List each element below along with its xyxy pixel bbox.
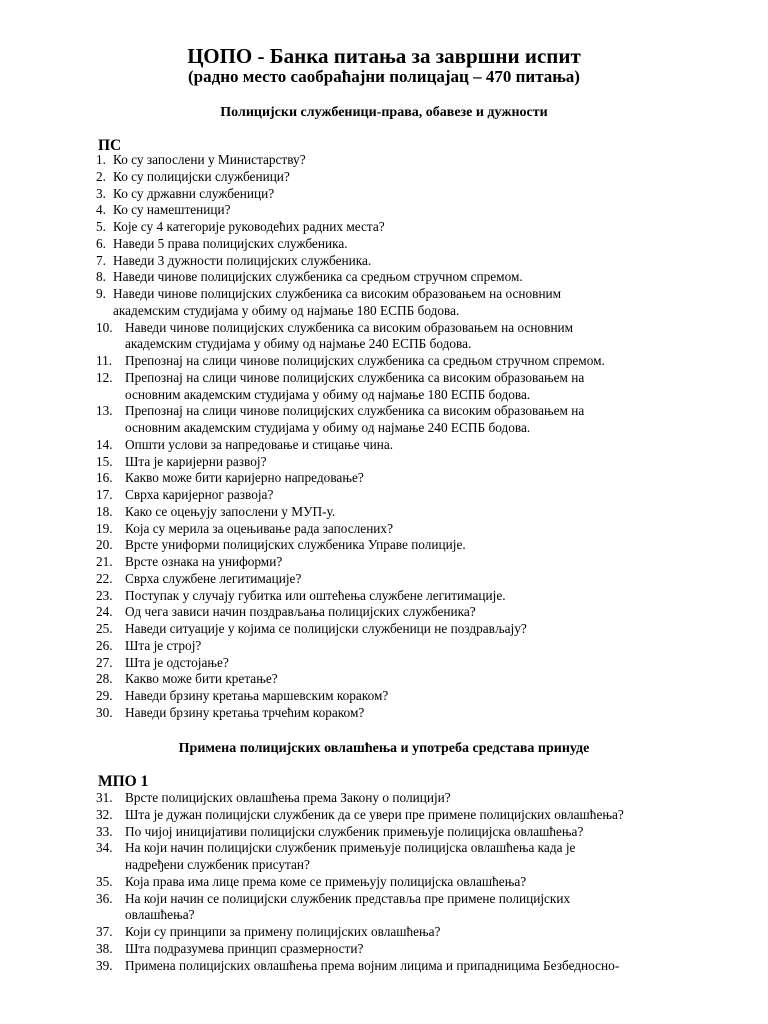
question-text: Наведи брзину кретања трчећим кораком?: [125, 704, 365, 720]
question-number: 4.: [96, 202, 106, 218]
question-item: [0, 790, 768, 807]
question-text: Препознај на слици чинове полицијских службеника са средњом стручном спремом.: [125, 353, 605, 368]
question-item: [0, 824, 768, 841]
question-text: Ко су државни службеници?: [113, 185, 275, 201]
question-item: [0, 941, 768, 958]
question-text: Шта подразумева принцип сразмерности?: [125, 940, 364, 956]
question-text: Врсте ознака на униформи?: [125, 554, 283, 569]
question-text: Врсте полицијских овлашћења према Закону о полицији?: [125, 790, 451, 805]
question-text: Препознај на слици чинове полицијских службеника са високим образовањем на: [125, 403, 585, 419]
question-text: Ко су полицијски службеници?: [113, 168, 290, 184]
question-text: Наведи 5 права полицијских службеника.: [113, 235, 348, 251]
question-item: [0, 253, 768, 270]
question-text: Наведи ситуације у којима се полицијски службеници не поздрављају?: [125, 621, 527, 636]
question-text: Шта је одстојање?: [125, 654, 229, 670]
question-number: 37.: [96, 924, 113, 939]
question-text: Наведи 3 дужности полицијских службеника.: [113, 252, 372, 268]
question-text: овлашћења?: [125, 907, 195, 923]
question-number: 36.: [96, 890, 113, 906]
question-number: 17.: [96, 487, 113, 502]
question-item: [0, 202, 768, 219]
question-item: [0, 152, 768, 169]
question-number: 23.: [96, 587, 113, 603]
question-text: Шта је строј?: [125, 637, 202, 653]
question-number: 30.: [96, 704, 113, 720]
question-number: 27.: [96, 654, 113, 670]
question-text: надређени службеник присутан?: [125, 857, 310, 872]
question-number: 33.: [96, 823, 113, 839]
question-number: 2.: [96, 168, 106, 184]
question-text: Шта је каријерни развој?: [125, 453, 267, 469]
question-item: [0, 537, 768, 554]
question-text: На који начин се полицијски службеник представља пре примене полицијских: [125, 890, 571, 906]
question-item: [0, 958, 768, 975]
question-text: Наведи чинове полицијских службеника са високим образовањем на основним: [125, 319, 574, 335]
question-item: [0, 470, 768, 487]
section-code: МПО 1: [98, 773, 149, 790]
question-item: [0, 169, 768, 186]
question-item: [0, 840, 768, 874]
question-text: академским студијама у обиму од најмање 240 ЕСПБ бодова.: [125, 336, 472, 352]
question-number: 19.: [96, 520, 113, 536]
question-text: Сврха службене легитимације?: [125, 570, 302, 586]
question-number: 1.: [96, 152, 106, 167]
question-item: [0, 504, 768, 521]
question-item: [0, 403, 768, 437]
question-item: [0, 688, 768, 705]
question-list: [0, 790, 768, 974]
question-text: Који су принципи за примену полицијских овлашћења?: [125, 924, 441, 939]
question-number: 7.: [96, 252, 106, 268]
question-item: [0, 370, 768, 404]
question-text: Наведи чинове полицијских службеника са средњом стручном спремом.: [113, 269, 523, 285]
question-item: [0, 588, 768, 605]
question-number: 15.: [96, 453, 113, 469]
question-text: Препознај на слици чинове полицијских службеника са високим образовањем на: [125, 369, 585, 385]
question-item: [0, 487, 768, 504]
question-number: 5.: [96, 219, 106, 234]
question-text: Поступак у случају губитка или оштећења службене легитимације.: [125, 587, 506, 603]
question-text: основним академским студијама у обиму од најмање 180 ЕСПБ бодова.: [125, 386, 531, 402]
question-item: [0, 621, 768, 638]
question-item: [0, 571, 768, 588]
section-heading: Полицијски службеници-права, обавезе и дужности: [220, 105, 548, 120]
question-item: [0, 554, 768, 571]
question-item: [0, 454, 768, 471]
question-text: Врсте униформи полицијских службеника Управе полиције.: [125, 537, 466, 553]
question-number: 16.: [96, 470, 113, 486]
document-title: ЦОПО - Банка питања за завршни испит: [187, 44, 581, 68]
question-number: 10.: [96, 319, 113, 335]
question-item: [0, 219, 768, 236]
question-text: Која права има лице према коме се примењују полицијска овлашћења?: [125, 873, 527, 889]
question-text: Ко су намештеници?: [113, 202, 231, 218]
question-number: 26.: [96, 637, 113, 653]
question-number: 25.: [96, 621, 113, 636]
question-text: Наведи чинове полицијских службеника са високим образовањем на основним: [113, 286, 562, 301]
question-item: [0, 269, 768, 286]
question-number: 8.: [96, 269, 106, 285]
question-number: 9.: [96, 286, 106, 301]
question-text: Примена полицијских овлашћења према војним лицима и припадницима Безбедносно-: [125, 957, 620, 973]
question-text: Наведи брзину кретања маршевским кораком?: [125, 688, 389, 703]
question-item: [0, 655, 768, 672]
question-text: Општи услови за напредовање и стицање чина.: [125, 436, 394, 452]
document-subtitle: (радно место саобраћајни полицајац – 470 питања): [188, 67, 580, 86]
question-item: [0, 874, 768, 891]
question-text: академским студијама у обиму од најмање 180 ЕСПБ бодова.: [113, 302, 460, 318]
question-item: [0, 924, 768, 941]
question-item: [0, 638, 768, 655]
section-code: ПС: [98, 137, 122, 154]
question-item: [0, 353, 768, 370]
question-text: Какво може бити кретање?: [125, 671, 278, 687]
question-item: [0, 891, 768, 925]
section-heading: Примена полицијских овлашћења и употреба средстава принуде: [178, 741, 590, 756]
question-number: 35.: [96, 873, 113, 889]
question-text: Од чега зависи начин поздрављања полицијских службеника?: [125, 604, 476, 620]
question-item: [0, 671, 768, 688]
question-number: 31.: [96, 790, 113, 805]
question-list: [0, 152, 768, 722]
question-number: 34.: [96, 840, 113, 856]
question-number: 18.: [96, 503, 113, 519]
question-item: [0, 286, 768, 320]
question-number: 21.: [96, 554, 113, 569]
question-text: Шта је дужан полицијски службеник да се увери пре примене полицијских овлашћења?: [125, 806, 624, 822]
question-text: Која су мерила за оцењивање рада запослених?: [125, 520, 393, 536]
question-number: 39.: [96, 957, 113, 973]
question-item: [0, 705, 768, 722]
question-text: По чијој иницијативи полицијски службеник примењује полицијска овлашћења?: [125, 823, 584, 839]
question-number: 32.: [96, 806, 113, 822]
question-number: 24.: [96, 604, 113, 620]
question-item: [0, 604, 768, 621]
question-text: Како се оцењују запослени у МУП-у.: [125, 503, 336, 519]
question-number: 11.: [96, 353, 113, 368]
question-item: [0, 807, 768, 824]
question-number: 13.: [96, 403, 113, 419]
question-text: Какво може бити каријерно напредовање?: [125, 470, 364, 486]
question-number: 12.: [96, 369, 113, 385]
question-number: 28.: [96, 671, 113, 687]
question-item: [0, 320, 768, 354]
question-item: [0, 437, 768, 454]
question-number: 22.: [96, 570, 113, 586]
question-number: 6.: [96, 235, 106, 251]
question-number: 14.: [96, 436, 113, 452]
question-item: [0, 521, 768, 538]
question-number: 3.: [96, 185, 106, 201]
question-number: 29.: [96, 688, 113, 703]
question-text: Ко су запослени у Министарству?: [113, 152, 306, 167]
question-text: Сврха каријерног развоја?: [125, 487, 274, 502]
question-text: На који начин полицијски службеник примењује полицијска овлашћења када је: [125, 840, 576, 856]
question-text: Које су 4 категорије руководећих радних места?: [113, 219, 385, 234]
question-item: [0, 186, 768, 203]
question-item: [0, 236, 768, 253]
question-number: 38.: [96, 940, 113, 956]
question-number: 20.: [96, 537, 113, 553]
question-text: основним академским студијама у обиму од најмање 240 ЕСПБ бодова.: [125, 420, 531, 435]
